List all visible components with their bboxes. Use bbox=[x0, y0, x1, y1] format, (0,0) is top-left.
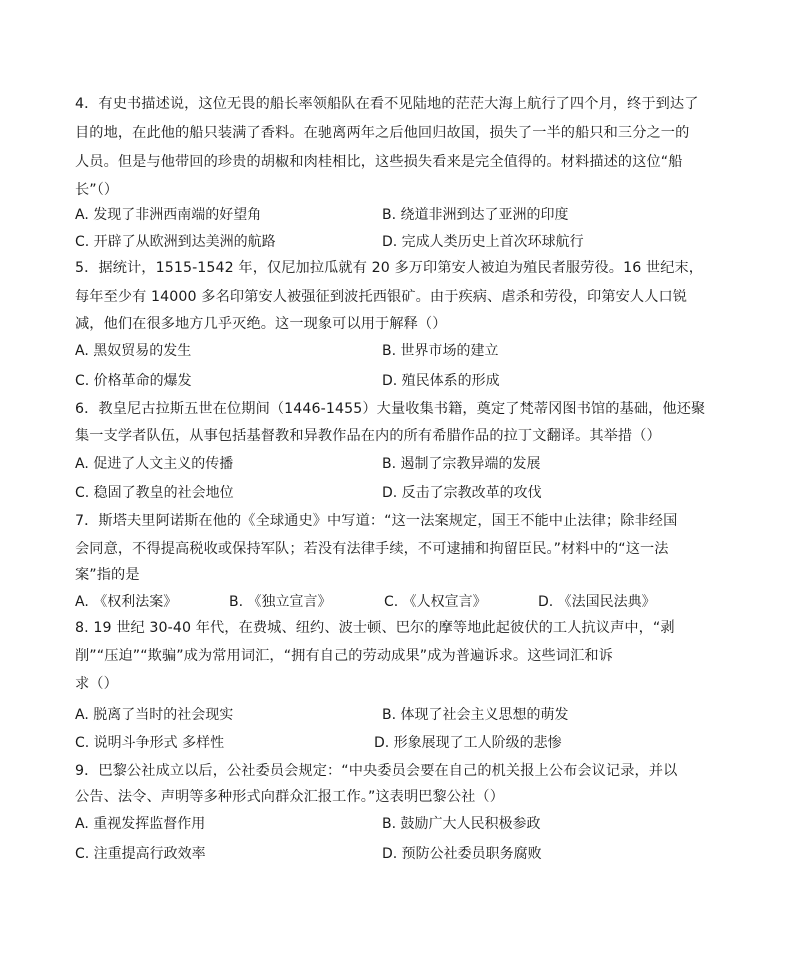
question-6-option-b: B. 遏制了宗教异端的发展 bbox=[382, 456, 541, 472]
question-9-option-b: B. 鼓励广大人民积极参政 bbox=[382, 816, 541, 832]
question-9-option-c: C. 注重提高行政效率 bbox=[75, 846, 206, 862]
question-5-option-c: C. 价格革命的爆发 bbox=[75, 373, 192, 389]
question-7-line-1: 7．斯塔夫里阿诺斯在他的《全球通史》中写道：“这一法案规定，国王不能中止法律；除非经国 bbox=[75, 513, 678, 529]
question-8-line-1: 8. 19 世纪 30-40 年代，在费城、纽约、波士顿、巴尔的摩等地此起彼伏的工人抗议声中，“剥 bbox=[75, 620, 675, 636]
question-5-line-3: 减，他们在很多地方几乎灭绝。这一现象可以用于解释（） bbox=[75, 316, 447, 332]
question-4-option-b: B. 绕道非洲到达了亚洲的印度 bbox=[382, 207, 569, 223]
question-8-line-2: 削”“压迫”“欺骗”成为常用词汇，“拥有自己的劳动成果”成为普遍诉求。这些词汇和诉 bbox=[75, 648, 613, 664]
question-5-option-d: D. 殖民体系的形成 bbox=[382, 373, 500, 389]
question-4-option-a: A. 发现了非洲西南端的好望角 bbox=[75, 207, 262, 223]
question-5-line-2: 每年至少有 14000 多名印第安人被强征到波托西银矿。由于疾病、虐杀和劳役，印第安人人口锐 bbox=[75, 289, 688, 305]
question-6-option-a: A. 促进了人文主义的传播 bbox=[75, 456, 234, 472]
question-6-line-2: 集一支学者队伍，从事包括基督教和异教作品在内的所有希腊作品的拉丁文翻译。其举措（） bbox=[75, 428, 661, 444]
question-7-option-c: C. 《人权宣言》 bbox=[384, 594, 487, 610]
question-4-option-c: C. 开辟了从欧洲到达美洲的航路 bbox=[75, 234, 276, 250]
question-7-line-2: 会同意，不得提高税收或保持军队；若没有法律手续，不可逮捕和拘留臣民。”材料中的“这一法 bbox=[75, 541, 669, 557]
question-8-option-a: A. 脱离了当时的社会现实 bbox=[75, 707, 234, 723]
question-7-option-b: B. 《独立宣言》 bbox=[229, 594, 332, 610]
question-8-option-c: C. 说明斗争形式 多样性 bbox=[75, 735, 225, 751]
question-5-option-b: B. 世界市场的建立 bbox=[382, 343, 499, 359]
question-5-option-a: A. 黑奴贸易的发生 bbox=[75, 343, 192, 359]
question-9-line-1: 9．巴黎公社成立以后，公社委员会规定：“中央委员会要在自己的机关报上公布会议记录，并以 bbox=[75, 763, 678, 779]
question-7-line-3: 案”指的是 bbox=[75, 567, 140, 583]
question-6-option-d: D. 反击了宗教改革的攻伐 bbox=[382, 485, 542, 501]
question-7-option-d: D. 《法国民法典》 bbox=[538, 594, 656, 610]
question-9-option-d: D. 预防公社委员职务腐败 bbox=[382, 846, 542, 862]
question-5-line-1: 5．据统计，1515-1542 年，仅尼加拉瓜就有 20 多万印第安人被迫为殖民者服劳役。16 世纪末， bbox=[75, 260, 704, 276]
question-8-option-d: D. 形象展现了工人阶级的悲惨 bbox=[374, 735, 562, 751]
question-6-line-1: 6．教皇尼古拉斯五世在位期间（1446-1455）大量收集书籍，奠定了梵蒂冈图书馆的基础，他还聚 bbox=[75, 401, 706, 417]
question-7-option-a: A. 《权利法案》 bbox=[75, 594, 178, 610]
question-8-option-b: B. 体现了社会主义思想的萌发 bbox=[382, 707, 569, 723]
question-4-line-3: 人员。但是与他带回的珍贵的胡椒和肉桂相比，这些损失看来是完全值得的。材料描述的这位“船 bbox=[75, 154, 683, 170]
question-4-line-4: 长”（） bbox=[75, 182, 119, 198]
question-4-line-2: 目的地，在此他的船只装满了香料。在驰离两年之后他回归故国，损失了一半的船只和三分之一的 bbox=[75, 125, 690, 141]
question-4-option-d: D. 完成人类历史上首次环球航行 bbox=[382, 234, 584, 250]
question-4-line-1: 4．有史书描述说，这位无畏的船长率领船队在看不见陆地的茫茫大海上航行了四个月，终于到达了 bbox=[75, 96, 699, 112]
question-6-option-c: C. 稳固了教皇的社会地位 bbox=[75, 485, 234, 501]
question-9-option-a: A. 重视发挥监督作用 bbox=[75, 816, 206, 832]
question-9-line-2: 公告、法令、声明等多种形式向群众汇报工作。”这表明巴黎公社（） bbox=[75, 789, 504, 805]
question-8-line-3: 求（） bbox=[75, 676, 118, 692]
